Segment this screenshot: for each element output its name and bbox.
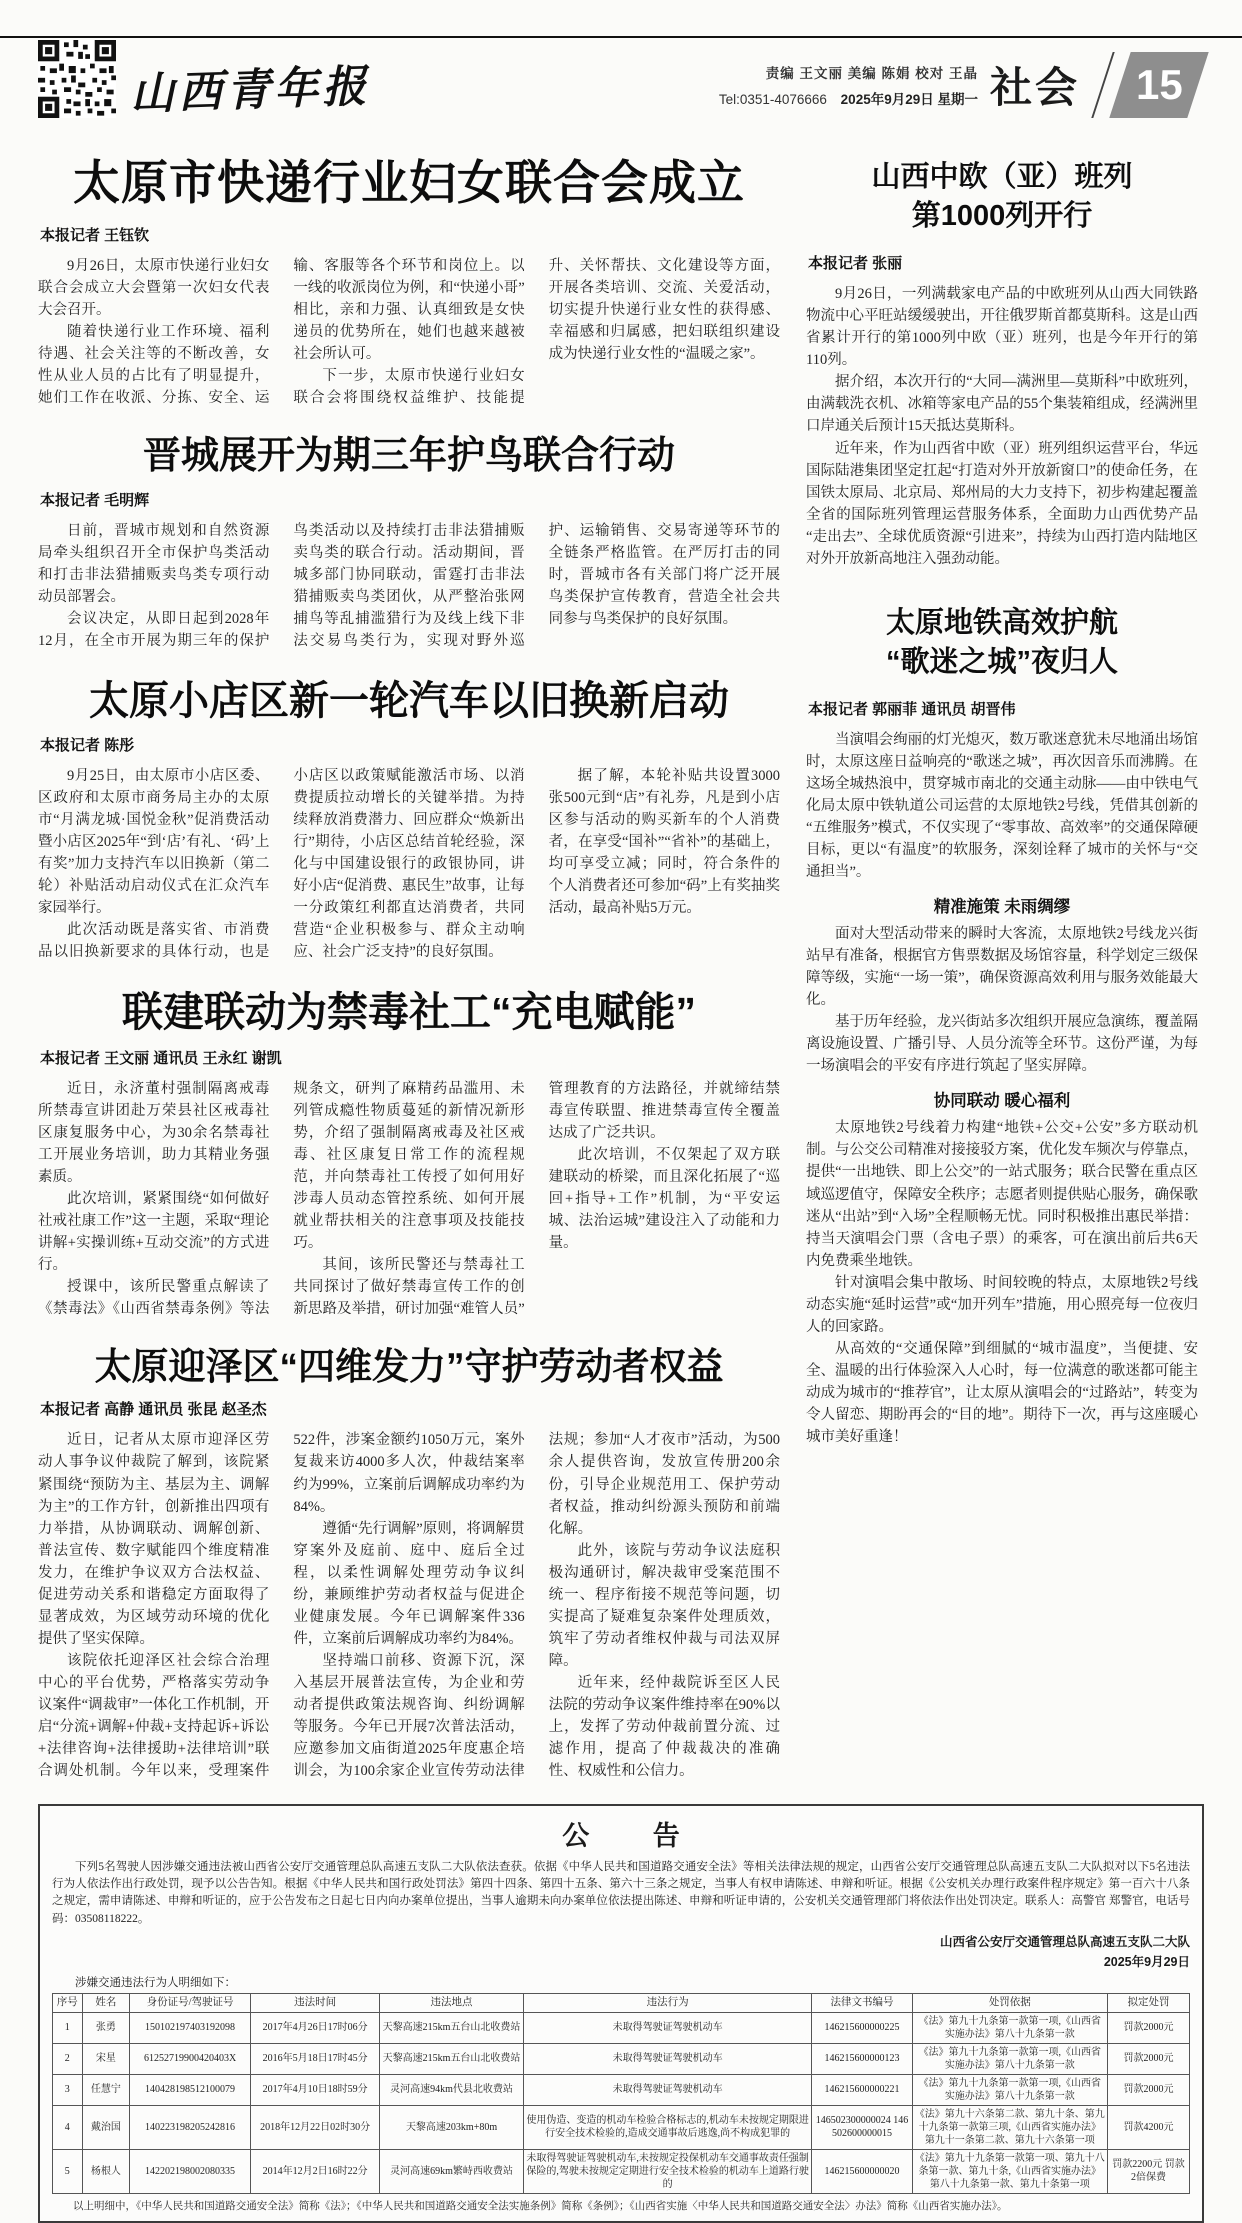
tel: Tel:0351-4076666 xyxy=(718,92,827,107)
notice-signature-org: 山西省公安厅交通管理总队高速五支队二大队 xyxy=(939,1934,1190,1949)
table-cell: 灵河高速69km繁峙西收费站 xyxy=(380,2149,523,2193)
violation-table-intro: 涉嫌交通违法行为人明细如下： xyxy=(75,1976,236,1989)
notice-footnote: 以上明细中，《中华人民共和国道路交通安全法》简称《法》；《中华人民共和国道路交通安全法实施条例》简称《条例》；《山西省实施〈中华人民共和国道路交通安全法〉办法》简称《山西省实施办法》。 xyxy=(73,2200,1008,2212)
paragraph: 当演唱会绚丽的灯光熄灭，数万歌迷意犹未尽地涌出场馆时，太原这座日益响亮的“歌迷之城”，再次因音乐而沸腾。在这场全城热浪中，贯穿城市南北的交通主动脉——由中铁电气化局太原中铁轨道公司运营的太原地铁2号线，凭借其创新的“五维服务”模式，不仅实现了“零事故、高效率”的交通保障硬目标，更以“有温度”的软服务，深刻诠释了城市的关怀与“交通担当”。 xyxy=(806,731,1198,881)
notice-body: 下列5名驾驶人因涉嫌交通违法被山西省公安厅交通管理总队高速五支队二大队依法查获。依据《中华人民共和国道路交通安全法》等相关法律法规的规定，山西省公安厅交通管理总队高速五支队二大队拟对以下5名违法行为人依法作出行政处罚，现予以公告告知。根据《中华人民共和国行政处罚法》第四十四条、第四十五条、第六十三条之规定，当事人有权申请陈述、申辩和听证。根据《公安机关办理行政案件程序规定》第一百六十八条之规定，需申请陈述、申辩和听证的，应于公告发布之日起七日内向办案单位提出，当事人逾期未向办案单位依法提出陈述、申辩和听证申请的，公安机关交通管理部门将依法作出处罚决定。联系人：高警官 郑警官，电话号码：03508118222。 xyxy=(52,1860,1190,1925)
main-content xyxy=(38,140,1204,1782)
notice-signature-date: 2025年9月29日 xyxy=(1103,1954,1190,1969)
table-cell: 146215600000221 xyxy=(812,2074,912,2105)
table-row xyxy=(53,2012,1190,2043)
table-cell: 《法》第九十九条第一款第一项,《山西省实施办法》第八十九条第一款 xyxy=(912,2074,1108,2105)
table-cell: 《法》第九十九条第一款第一项,《山西省实施办法》第八十九条第一款 xyxy=(912,2043,1108,2074)
article-body xyxy=(806,729,1198,1448)
table-cell: 4 xyxy=(53,2105,83,2149)
table-row xyxy=(53,2105,1190,2149)
article-byline: 本报记者 王钰钦 xyxy=(40,227,150,245)
article-yijiuhuanxin xyxy=(38,678,780,963)
paragraph: 从高效的“交通保障”到细腻的“城市温度”，当便捷、安全、温暖的出行体验深入人心时，每一位满意的歌迷都可能主动成为城市的“推荐官”，让太原从演唱会的“过路站”，转变为令人留恋、期盼再会的“目的地”。期待下一次，再与这座暖心城市美好重逢！ xyxy=(806,1340,1198,1445)
title-line-2: “歌迷之城”夜归人 xyxy=(885,645,1118,678)
paragraph: 日前，晋城市规划和自然资源局牵头组织召开全市保护鸟类活动和打击非法猎捕贩卖鸟类专项行动动员部署会。 xyxy=(38,522,270,606)
column-header: 姓名 xyxy=(82,1993,130,2012)
paragraph: 此次培训，紧紧围绕“如何做好社戒社康工作”这一主题，采取“理论讲解+实操训练+互动交流”的方式进行。 xyxy=(38,1190,270,1273)
article-title: 联建联动为禁毒社工“充电赋能” xyxy=(122,989,696,1036)
subhead-jingzhun-shice: 精准施策 未雨绸缪 xyxy=(933,898,1071,917)
table-cell: 戴治国 xyxy=(82,2105,130,2149)
table-cell: 杨根人 xyxy=(82,2149,130,2193)
table-cell: 2018年12月22日02时30分 xyxy=(250,2105,380,2149)
table-cell: 罚款2000元 xyxy=(1108,2043,1190,2074)
article-body xyxy=(38,765,780,963)
article-title: 太原小店区新一轮汽车以旧换新启动 xyxy=(89,679,729,724)
table-cell: 150102197403192098 xyxy=(130,2012,251,2043)
table-row xyxy=(53,2149,1190,2193)
paragraph: 9月26日，太原市快递行业妇女联合会成立大会暨第一次妇女代表大会召开。 xyxy=(38,258,270,319)
article-title xyxy=(806,604,1198,682)
table-header-row xyxy=(53,1993,1190,2012)
article-byline: 本报记者 高静 通讯员 张昆 赵圣杰 xyxy=(40,1401,267,1419)
paragraph: 近年来，经仲裁院诉至区人民法院的劳动争议案件维持率在90%以上，发挥了劳动仲裁前置分流、过滤作用，提高了仲裁裁决的准确性、权威性和公信力。 xyxy=(548,1674,780,1779)
article-byline: 本报记者 张丽 xyxy=(808,255,903,273)
column-header: 处罚依据 xyxy=(912,1993,1108,2012)
masthead-info xyxy=(719,62,978,108)
column-header: 序号 xyxy=(53,1993,83,2012)
paragraph: 坚持端口前移、资源下沉，深入基层开展普法宣传，为企业和劳动者提供政策法规咨询、纠纷调解等服务。今年已开展7次普法活动，应邀参加文庙街道2025年度惠企培训会，为100余家企业宣传劳动法律法规；参加“人才夜市”活动，为500余人提供咨询，发放宣传册200余份，引导企业规范用工、保护劳动者权益，推动纠纷源头预防和前端化解。 xyxy=(293,1432,780,1779)
paragraph: 近日，记者从太原市迎泽区劳动人事争议仲裁院了解到，该院紧紧围绕“预防为主、基层为主、调解为主”的工作方针，创新推出四项有力举措，从协调联动、调解创新、普法宣传、数字赋能四个维度精准发力，在维护争议双方合法权益、促进劳动关系和谐稳定方面取得了显著成效，为区域劳动环境的优化提供了坚实保障。 xyxy=(38,1432,270,1647)
section-name: 社会 xyxy=(989,66,1080,112)
article-byline: 本报记者 毛明辉 xyxy=(40,491,150,509)
column-header: 法律文书编号 xyxy=(812,1993,912,2012)
table-cell: 2014年12月2日16时22分 xyxy=(250,2149,380,2193)
paragraph: 近日，永济董村强制隔离戒毒所禁毒宣讲团赴万荣县社区戒毒社区康复服务中心，为30余名禁毒社工开展业务培训，助力其精业务强素质。 xyxy=(38,1080,270,1185)
table-cell: 罚款2000元 xyxy=(1108,2012,1190,2043)
article-kuaidi-funv xyxy=(38,156,780,409)
article-body xyxy=(38,520,780,652)
table-cell: 宋星 xyxy=(82,2043,130,2074)
table-cell: 5 xyxy=(53,2149,83,2193)
title-line-2: 第1000列开行 xyxy=(911,200,1093,233)
table-cell: 142202198002080335 xyxy=(130,2149,251,2193)
table-cell: 未取得驾驶证驾驶机动车 xyxy=(523,2012,812,2043)
table-cell: 《法》第九十九条第一款第一项,《山西省实施办法》第八十九条第一款 xyxy=(912,2012,1108,2043)
table-cell: 未取得驾驶证驾驶机动车,未按规定投保机动车交通事故责任强制保险的,驾驶未按规定定期进行安全技术检验的机动车上道路行驶的 xyxy=(523,2149,812,2193)
table-cell: 146502300000024 146502600000015 xyxy=(812,2105,912,2149)
article-body xyxy=(38,1429,780,1782)
table-cell: 《法》第九十九条第一款第一项、第九十八条第一款、第九十条,《山西省实施办法》第八十九条第一款、第九十条第一项 xyxy=(912,2149,1108,2193)
article-byline: 本报记者 陈彤 xyxy=(40,737,135,755)
page-number-box xyxy=(1109,52,1208,118)
paragraph: 授课中，该所民警重点解读了《禁毒法》《山西省禁毒条例》等法规条文，研判了麻精药品滥用、未列管成瘾性物质蔓延的新情况新形势，介绍了强制隔离戒毒及社区戒毒、社区康复日常工作的流程规范，并向禁毒社工传授了如何用好涉毒人员动态管控系统、如何开展就业帮扶相关的注意事项及技能技巧。 xyxy=(38,1080,525,1317)
table-cell: 罚款2000元 xyxy=(1108,2074,1190,2105)
table-cell: 罚款2200元 罚款2倍保费 xyxy=(1108,2149,1190,2193)
article-jindu-shegong xyxy=(38,989,780,1319)
paragraph: 该院依托迎泽区社会综合治理中心的平台优势，严格落实劳动争议案件“调裁审”一体化工作机制，开启“分流+调解+仲裁+支持起诉+诉讼+法律咨询+法律援助+法律培训”联合调处机制。今年以来，受理案件522件，涉案金额约1050万元，案外复裁来访4000多人次，仲裁结案率约为99%，立案前后调解成功率约为84%。 xyxy=(38,1432,525,1779)
paragraph: 基于历年经验，龙兴街站多次组织开展应急演练，覆盖隔离设施设置、广播引导、人员分流等全环节。这份严谨，为每一场演唱会的平安有序进行筑起了坚实屏障。 xyxy=(806,1014,1198,1075)
paragraph: 9月26日，一列满载家电产品的中欧班列从山西大同铁路物流中心平旺站缓缓驶出，开往俄罗斯首都莫斯科。这是山西省累计开行的第1000列中欧（亚）班列，也是今年开行的第110列。 xyxy=(806,286,1198,369)
paragraph: 随着快递行业工作环境、福利待遇、社会关注等的不断改善，女性从业人员的占比有了明显提升，她们工作在收派、分拣、安全、运输、客服等各个环节和岗位上。以一线的收派岗位为例，和“快递小哥”相比，亲和力强、认真细致是女快递员的优势所在，她们也越来越被社会所认可。 xyxy=(38,258,525,407)
paragraph: 此外，该院与劳动争议法庭积极沟通研讨，解决裁审受案范围不统一、程序衔接不规范等问题，切实提高了疑难复杂案件处理质效，筑牢了劳动者维权仲裁与司法双屏障。 xyxy=(548,1542,780,1669)
article-title: 太原市快递行业妇女联合会成立 xyxy=(73,156,745,209)
table-cell: 天黎高速215km五台山北收费站 xyxy=(380,2012,523,2043)
column-header: 拟定处罚 xyxy=(1108,1993,1190,2012)
table-cell: 灵河高速94km代县北收费站 xyxy=(380,2074,523,2105)
table-cell: 张勇 xyxy=(82,2012,130,2043)
title-line-1: 太原地铁高效护航 xyxy=(885,606,1118,639)
table-row xyxy=(53,2043,1190,2074)
article-title: 太原迎泽区“四维发力”守护劳动者权益 xyxy=(94,1345,724,1387)
table-cell: 146215600000225 xyxy=(812,2012,912,2043)
article-title: 晋城展开为期三年护鸟联合行动 xyxy=(142,435,675,478)
article-huniao xyxy=(38,435,780,652)
table-cell: 2 xyxy=(53,2043,83,2074)
paragraph: 此次活动既是落实省、市消费品以旧换新要求的具体行动，也是小店区以政策赋能激活市场、以消费提质拉动增长的关键举措。为持续释放消费潜力、回应群众“焕新出行”期待，小店区总结首轮经验，深化与中国建设银行的政银协同，讲好小店“促消费、惠民生”故事，让每一分政策红利都直达消费者，共同营造“企业积极参与、群众主动响应、社会广泛支持”的良好氛围。 xyxy=(38,768,525,961)
table-cell: 2016年5月18日17时45分 xyxy=(250,2043,380,2074)
paragraph: 近年来，作为山西省中欧（亚）班列组织运营平台，华远国际陆港集团坚定扛起“打造对外开放新窗口”的使命任务，在国铁太原局、北京局、郑州局的大力支持下，初步构建起覆盖全省的国际班列管理运营服务体系，全面助力山西优势产品“走出去”、全球优质资源“引进来”，持续为山西打造内陆地区对外开放新高地注入强劲动能。 xyxy=(806,440,1198,567)
paragraph: 此次培训，不仅架起了双方联建联动的桥梁，而且深化拓展了“巡回+指导+工作”机制，为“平安运城、法治运城”建设注入了动能和力量。 xyxy=(548,1146,780,1251)
article-zhongou-banlie xyxy=(806,158,1198,570)
article-laodongzhe-quanyi xyxy=(38,1346,780,1782)
article-ditie-huhang xyxy=(806,604,1198,1448)
table-cell: 140223198205242816 xyxy=(130,2105,251,2149)
notice-title: 公 告 xyxy=(562,1820,708,1851)
paragraph: 下一步，太原市快递行业妇女联合会将围绕权益维护、技能提升、关怀帮扶、文化建设等方面，开展各类培训、交流、关爱活动，切实提升快递行业女性的获得感、幸福感和归属感，把妇联组织建设成为快递行业女性的“温暖之家”。 xyxy=(293,258,780,407)
qr-code-icon xyxy=(38,40,116,118)
violation-table xyxy=(52,1993,1190,2194)
column-header: 违法地点 xyxy=(380,1993,523,2012)
paragraph: 面对大型活动带来的瞬时大客流，太原地铁2号线龙兴街站早有准备，根据官方售票数据及场馆容量，科学划定三级保障等级，实施“一场一策”，确保资源高效利用与服务效能最大化。 xyxy=(806,926,1198,1009)
table-cell: 1 xyxy=(53,2012,83,2043)
table-cell: 《法》第九十六条第二款、第九十条、第九十九条第一款第三项,《山西省实施办法》第九十一条第二款、第九十六条第一项 xyxy=(912,2105,1108,2149)
title-line-1: 山西中欧（亚）班列 xyxy=(871,161,1133,193)
column-header: 违法行为 xyxy=(523,1993,812,2012)
issue-date: 2025年9月29日 星期一 xyxy=(840,92,978,107)
masthead-right xyxy=(719,52,1204,118)
paragraph: 9月25日，由太原市小店区委、区政府和太原市商务局主办的太原市“月满龙城·国悦金秋”促消费活动暨小店区2025年“到‘店’有礼、‘码’上有奖”加力支持汽车以旧换新（第二轮）补贴活动启动仪式在汇众汽车家园举行。 xyxy=(38,768,270,917)
table-cell: 罚款4200元 xyxy=(1108,2105,1190,2149)
paragraph: 太原地铁2号线着力构建“地铁+公交+公安”多方联动机制。与公交公司精准对接接驳方案，优化发车频次与停靠点，提供“一出地铁、即上公交”的一站式服务；联合民警在重点区域巡逻值守，保障安全秩序；志愿者则提供贴心服务，确保歌迷从“出站”到“入场”全程顺畅无忧。同时积极推出惠民举措：持当天演唱会门票（含电子票）的乘客，可在演出前后共6天内免费乘坐地铁。 xyxy=(806,1120,1198,1269)
paragraph: 据了解，本轮补贴共设置3000张500元到“店”有礼券，凡是到小店区参与活动的购买新车的个人消费者，在享受“国补”“省补”的基础上，均可享受立减；同时，符合条件的个人消费者还可参加“码”上有奖抽奖活动，最高补贴5万元。 xyxy=(548,768,780,917)
paragraph: 针对演唱会集中散场、时间较晚的特点，太原地铁2号线动态实施“延时运营”或“加开列车”措施，用心照亮每一位夜归人的回家路。 xyxy=(806,1274,1198,1335)
newspaper-logo: 山西青年报 xyxy=(129,60,371,121)
table-cell: 2017年4月10日18时59分 xyxy=(250,2074,380,2105)
masthead xyxy=(38,38,1204,130)
column-header: 违法时间 xyxy=(250,1993,380,2012)
table-row xyxy=(53,2074,1190,2105)
table-cell: 未取得驾驶证驾驶机动车 xyxy=(523,2074,812,2105)
table-cell: 未取得驾驶证驾驶机动车 xyxy=(523,2043,812,2074)
tel-date-line xyxy=(719,88,978,108)
article-body xyxy=(806,283,1198,569)
table-body xyxy=(53,2012,1190,2193)
subhead-xietong-liandong: 协同联动 暖心福利 xyxy=(933,1092,1071,1111)
paragraph: 其间，该所民警还与禁毒社工共同探讨了做好禁毒宣传工作的创新思路及举措，研讨加强“难管人员”管理教育的方法路径，并就缔结禁毒宣传联盟、推进禁毒宣传全覆盖达成了广泛共识。 xyxy=(293,1080,780,1317)
paragraph: 会议决定，从即日起到2028年12月，在全市开展为期三年的保护鸟类活动以及持续打击非法猎捕贩卖鸟类的联合行动。活动期间，晋城多部门协同联动，雷霆打击非法猎捕贩卖鸟类团伙，从严整治张网捕鸟等乱捕滥猎行为及线上线下非法交易鸟类行为，实现对野外巡护、运输销售、交易寄递等环节的全链条严格监管。在严厉打击的同时，晋城市各有关部门将广泛开展鸟类保护宣传教育，营造全社会共同参与鸟类保护的良好氛围。 xyxy=(38,522,780,650)
page-number: 15 xyxy=(1135,61,1183,108)
table-cell: 天黎高速203km+80m xyxy=(380,2105,523,2149)
table-cell: 2017年4月26日17时06分 xyxy=(250,2012,380,2043)
editors-line: 责编 王文丽 美编 陈娟 校对 王晶 xyxy=(765,66,978,81)
table-cell: 使用伪造、变造的机动车检验合格标志的,机动车未按规定期限进行安全技术检验的,造成交通事故后逃逸,尚不构成犯罪的 xyxy=(523,2105,812,2149)
table-cell: 3 xyxy=(53,2074,83,2105)
article-title xyxy=(806,158,1198,236)
table-cell: 146215600000123 xyxy=(812,2043,912,2074)
paragraph: 据介绍，本次开行的“大同—满洲里—莫斯科”中欧班列，由满载洗衣机、冰箱等家电产品的55个集装箱组成，经满洲里口岸通关后预计15天抵达莫斯科。 xyxy=(806,374,1198,435)
table-cell: 146215600000020 xyxy=(812,2149,912,2193)
article-body xyxy=(38,1078,780,1320)
right-column xyxy=(806,140,1198,1782)
article-body xyxy=(38,255,780,409)
left-column xyxy=(38,140,780,1782)
article-byline: 本报记者 郭丽菲 通讯员 胡晋伟 xyxy=(808,700,1016,718)
public-notice-box xyxy=(38,1804,1204,2223)
table-cell: 61252719900420403X xyxy=(130,2043,251,2074)
column-header: 身份证号/驾驶证号 xyxy=(130,1993,251,2012)
paragraph: 遵循“先行调解”原则，将调解贯穿案外及庭前、庭中、庭后全过程，以柔性调解处理劳动争议纠纷，兼顾维护劳动者权益与促进企业健康发展。今年已调解案件336件，立案前后调解成功率约为84%。 xyxy=(293,1520,525,1647)
table-cell: 140428198512100079 xyxy=(130,2074,251,2105)
table-cell: 任慧宁 xyxy=(82,2074,130,2105)
article-byline: 本报记者 王文丽 通讯员 王永红 谢凯 xyxy=(40,1049,282,1067)
table-cell: 天黎高速215km五台山北收费站 xyxy=(380,2043,523,2074)
